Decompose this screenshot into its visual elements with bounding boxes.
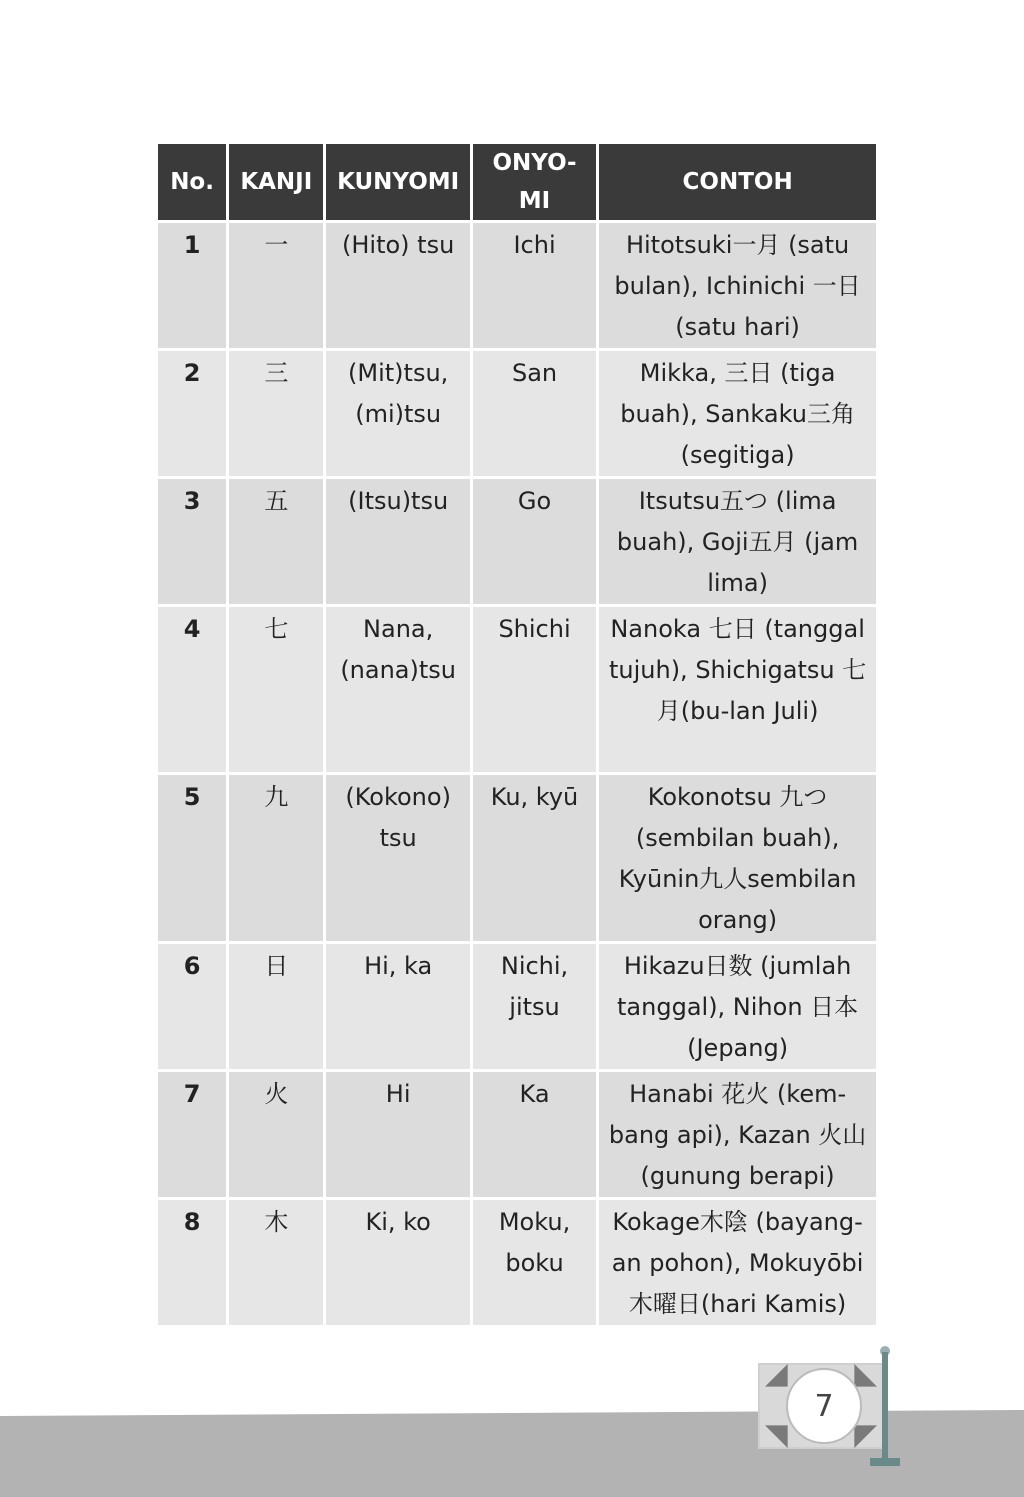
page-number-badge — [758, 1363, 884, 1449]
cell-no: 1 — [158, 223, 226, 348]
cell-no: 2 — [158, 351, 226, 476]
cell-kanji: 一 — [229, 223, 323, 348]
page-number: 7 — [786, 1368, 862, 1444]
header-contoh: CONTOH — [599, 144, 876, 220]
cell-no: 6 — [158, 944, 226, 1069]
cell-kanji: 火 — [229, 1072, 323, 1197]
cell-kunyomi: (Itsu)tsu — [326, 479, 469, 604]
cell-contoh: Hanabi 花火 (kem-bang api), Kazan 火山 (gunung berapi) — [599, 1072, 876, 1197]
cell-onyomi: Ku, kyū — [473, 775, 596, 941]
cell-no: 5 — [158, 775, 226, 941]
cell-kunyomi: Hi, ka — [326, 944, 469, 1069]
cell-contoh: Nanoka 七日 (tanggal tujuh), Shichigatsu 七月(bu-lan Juli) — [599, 607, 876, 772]
table-row — [158, 1200, 876, 1325]
cell-onyomi: Go — [473, 479, 596, 604]
cell-kunyomi: Nana, (nana)tsu — [326, 607, 469, 772]
flagpole-icon — [882, 1352, 888, 1460]
table-row — [158, 1072, 876, 1197]
cell-kanji: 五 — [229, 479, 323, 604]
cell-contoh: Hikazu日数 (jumlah tanggal), Nihon 日本 (Jepang) — [599, 944, 876, 1069]
cell-kanji: 九 — [229, 775, 323, 941]
cell-kanji: 木 — [229, 1200, 323, 1325]
table-row — [158, 944, 876, 1069]
cell-onyomi: Shichi — [473, 607, 596, 772]
cell-onyomi: Moku, boku — [473, 1200, 596, 1325]
cell-kunyomi: Hi — [326, 1072, 469, 1197]
cell-onyomi: Ichi — [473, 223, 596, 348]
cell-no: 4 — [158, 607, 226, 772]
cell-contoh: Mikka, 三日 (tiga buah), Sankaku三角 (segitiga) — [599, 351, 876, 476]
cell-no: 7 — [158, 1072, 226, 1197]
header-kunyomi: KUNYOMI — [326, 144, 469, 220]
table-row — [158, 479, 876, 604]
kanji-table — [155, 141, 879, 1328]
cell-onyomi: Ka — [473, 1072, 596, 1197]
flagpole-base — [870, 1458, 900, 1466]
table-row — [158, 223, 876, 348]
cell-kanji: 七 — [229, 607, 323, 772]
cell-no: 3 — [158, 479, 226, 604]
cell-kunyomi: (Mit)tsu, (mi)tsu — [326, 351, 469, 476]
cell-contoh: Itsutsu五つ (lima buah), Goji五月 (jam lima) — [599, 479, 876, 604]
cell-onyomi: Nichi, jitsu — [473, 944, 596, 1069]
cell-kanji: 日 — [229, 944, 323, 1069]
header-kanji: KANJI — [229, 144, 323, 220]
table-row — [158, 351, 876, 476]
table-row — [158, 775, 876, 941]
cell-contoh: Kokage木陰 (bayang-an pohon), Mokuyōbi 木曜日(hari Kamis) — [599, 1200, 876, 1325]
cell-contoh: Kokonotsu 九つ (sembilan buah), Kyūnin九人sembilan orang) — [599, 775, 876, 941]
header-onyomi: ONYO- MI — [473, 144, 596, 220]
table-row — [158, 607, 876, 772]
cell-no: 8 — [158, 1200, 226, 1325]
cell-kunyomi: (Kokono) tsu — [326, 775, 469, 941]
cell-contoh: Hitotsuki一月 (satu bulan), Ichinichi 一日 (satu hari) — [599, 223, 876, 348]
cell-onyomi: San — [473, 351, 596, 476]
cell-kunyomi: (Hito) tsu — [326, 223, 469, 348]
cell-kunyomi: Ki, ko — [326, 1200, 469, 1325]
table-header-row — [158, 144, 876, 220]
header-no: No. — [158, 144, 226, 220]
cell-kanji: 三 — [229, 351, 323, 476]
